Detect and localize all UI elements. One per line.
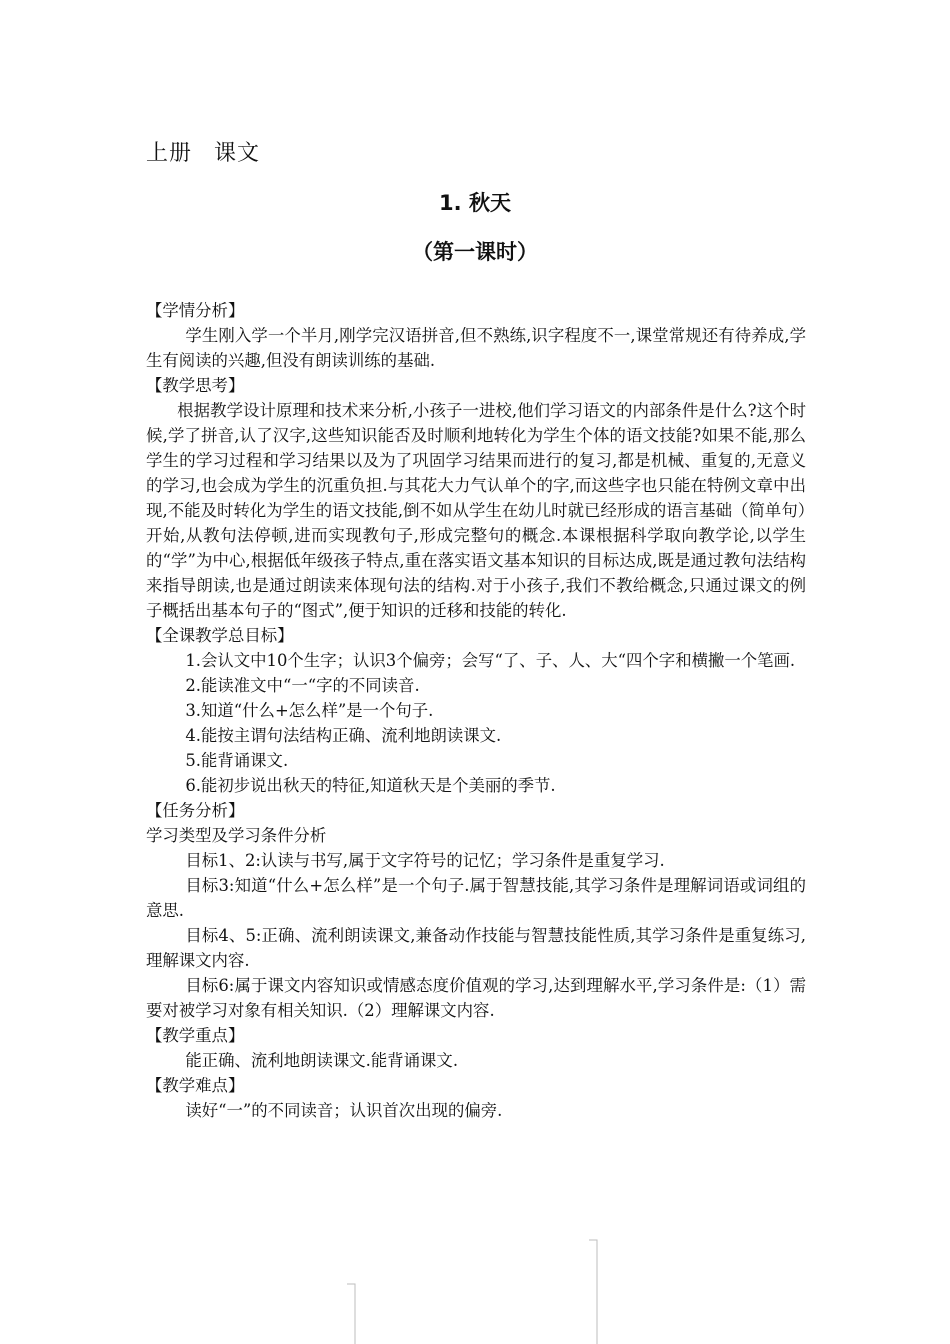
- goal-item: 6.能初步说出秋天的特征,知道秋天是个美丽的季节.: [185, 776, 556, 795]
- volume-header: [146, 136, 260, 167]
- task-analysis-item: 目标4、5:正确、流利朗读课文,兼备动作技能与智慧技能性质,其学习条件是重复练习,理解课文内容.: [146, 926, 806, 970]
- goal-item: 2.能读准文中“一“字的不同读音.: [185, 676, 420, 695]
- difficulty-heading: 【教学难点】: [146, 1076, 245, 1095]
- task-analysis-heading: 【任务分析】: [146, 801, 245, 820]
- task-analysis-item: 目标6:属于课文内容知识或情感态度价值观的学习,达到理解水平,学习条件是:（1）需要对被学习对象有相关知识.（2）理解课文内容.: [146, 976, 806, 1020]
- task-analysis-item: 目标1、2:认读与书写,属于文字符号的记忆；学习条件是重复学习.: [185, 851, 665, 870]
- lesson-subtitle: （第一课时）: [412, 240, 538, 264]
- goals-heading: 【全课教学总目标】: [146, 626, 294, 645]
- key-points-text: 能正确、流利地朗读课文.能背诵课文.: [185, 1051, 459, 1070]
- key-points-heading: 【教学重点】: [146, 1026, 245, 1045]
- teaching-thinking-heading: 【教学思考】: [146, 376, 245, 395]
- goal-item: 4.能按主谓句法结构正确、流利地朗读课文.: [185, 726, 502, 745]
- section-label: 课文: [214, 141, 261, 166]
- task-analysis-subheading: 学习类型及学习条件分析: [146, 826, 327, 845]
- goal-item: 5.能背诵课文.: [185, 751, 289, 770]
- task-analysis-item: 目标3:知道“什么+怎么样”是一个句子.属于智慧技能,其学习条件是理解词语或词组的意思.: [146, 876, 806, 920]
- goal-item: 3.知道“什么+怎么样”是一个句子.: [185, 701, 434, 720]
- learner-analysis-text: 学生刚入学一个半月,刚学完汉语拼音,但不熟练,识字程度不一,课堂常规还有待养成,学生有阅读的兴趣,但没有朗读训练的基础.: [146, 326, 806, 370]
- goal-item: 1.会认文中10个生字；认识3个偏旁；会写“了、子、人、大“四个字和横撇一个笔画.: [185, 651, 796, 670]
- learner-analysis-heading: 【学情分析】: [146, 301, 245, 320]
- lesson-title: 1. 秋天: [439, 191, 511, 215]
- document-body: [146, 298, 806, 1123]
- volume-label: 上册: [146, 141, 193, 166]
- teaching-thinking-text: 根据教学设计原理和技术来分析,小孩子一进校,他们学习语文的内部条件是什么?这个时候,学了拼音,认了汉字,这些知识能否及时顺利地转化为学生个体的语文技能?如果不能,那么学生的学习过程和学习结果以及为了巩固学习结果而进行的复习,都是机械、重复的,无意义的学习,也会成为学生的沉重负担.与其花大力气认单个的字,而这些字也只能在特例文章中出现,不能及时转化为学生的语文技能,倒不如从学生在幼儿时就已经形成的语言基础（简单句）开始,从教句法停顿,进而实现教句子,形成完整句的概念.本课根据科学取向教学论,以学生的“学”为中心,根据低年级孩子特点,重在落实语文基本知识的目标达成,既是通过教句法结构来指导朗读,也是通过朗读来体现句法的结构.对于小孩子,我们不教给概念,只通过课文的例子概括出基本句子的“图式”,便于知识的迁移和技能的转化.: [146, 401, 806, 620]
- difficulty-text: 读好“一”的不同读音；认识首次出现的偏旁.: [185, 1101, 503, 1120]
